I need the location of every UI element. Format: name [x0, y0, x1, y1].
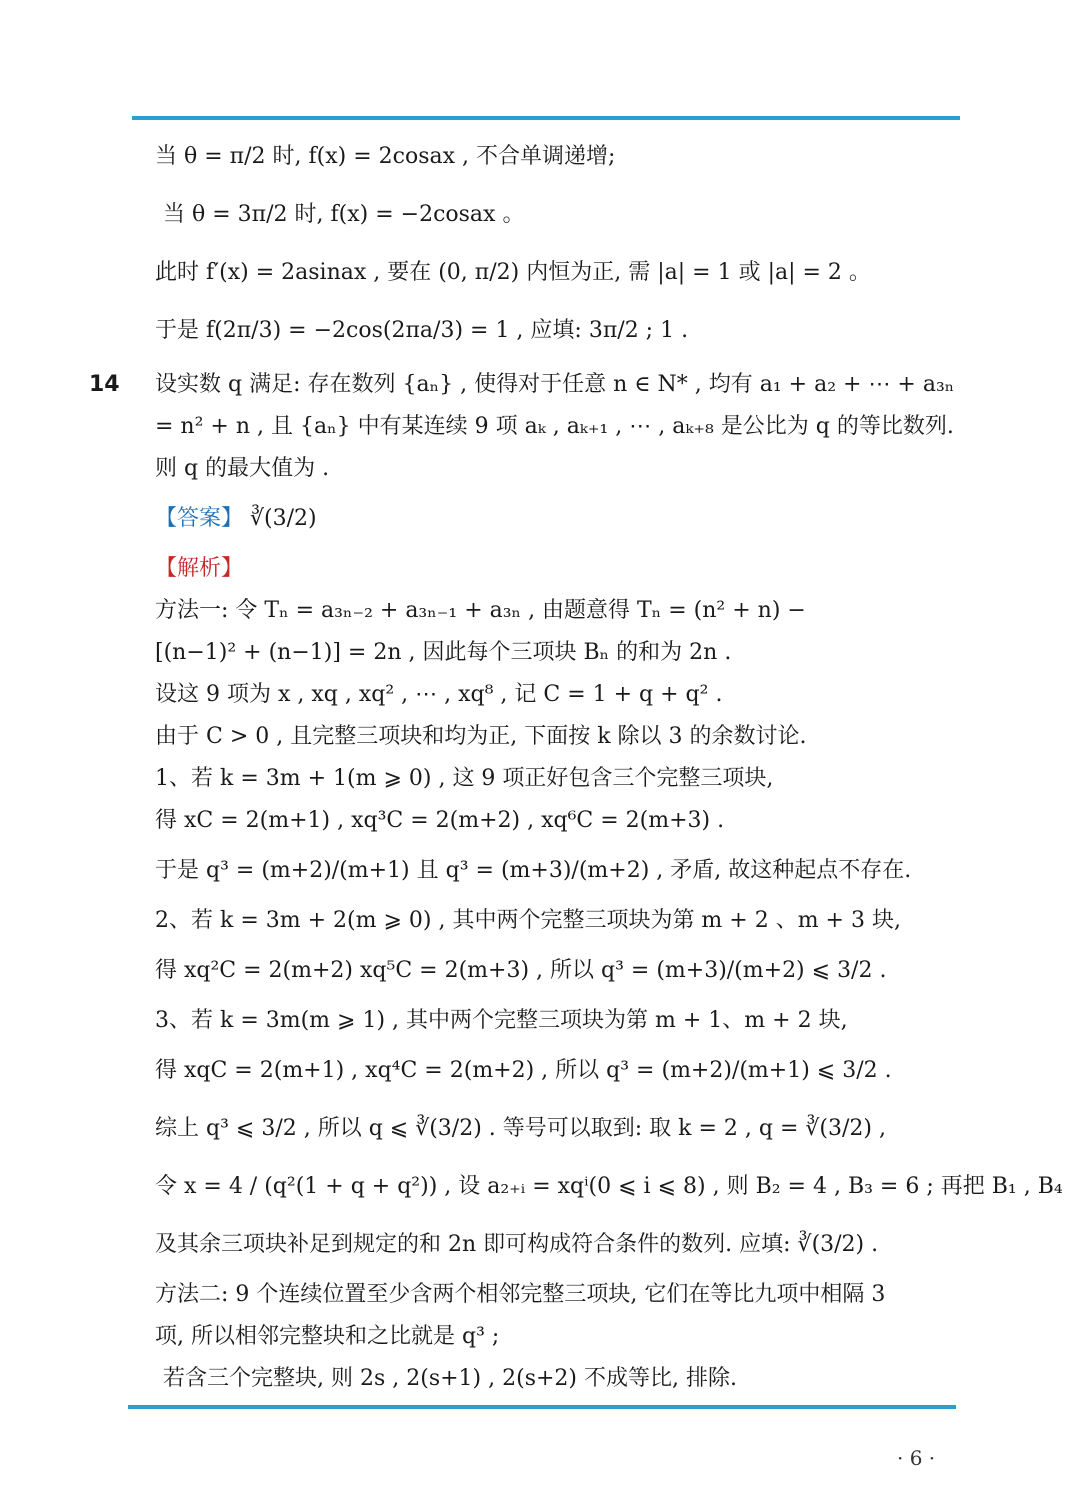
analysis-line: 由于 C > 0 , 且完整三项块和均为正, 下面按 k 除以 3 的余数讨论.	[155, 724, 807, 749]
analysis-tag: 【解析】	[155, 556, 244, 581]
text-line: 当 θ = 3π/2 时, f(x) = −2cosax 。	[163, 202, 525, 227]
analysis-line: 1、若 k = 3m + 1(m ⩾ 0) , 这 9 项正好包含三个完整三项块,	[155, 766, 774, 791]
analysis-line: 方法二: 9 个连续位置至少含两个相邻完整三项块, 它们在等比九项中相隔 3	[155, 1282, 886, 1307]
analysis-line: 方法一: 令 Tₙ = a₃ₙ₋₂ + a₃ₙ₋₁ + a₃ₙ , 由题意得 Tₙ = (n² + n) −	[155, 598, 806, 623]
question-line	[89, 364, 975, 406]
text-line: 当 θ = π/2 时, f(x) = 2cosax , 不合单调递增;	[155, 144, 616, 169]
analysis-line: 及其余三项块补足到规定的和 2n 即可构成符合条件的数列. 应填: ∛(3/2) .	[155, 1232, 879, 1257]
analysis-line: 2、若 k = 3m + 2(m ⩾ 0) , 其中两个完整三项块为第 m + 2 、m + 3 块,	[155, 908, 901, 933]
analysis-line: 得 xC = 2(m+1) , xq³C = 2(m+2) , xq⁶C = 2(m+3) .	[155, 808, 725, 833]
analysis-tag-line	[155, 548, 975, 590]
question-line: 则 q 的最大值为 .	[155, 456, 330, 481]
answer-line	[155, 490, 975, 548]
page-number: · 6 ·	[897, 1446, 936, 1470]
question-line: = n² + n , 且 {aₙ} 中有某连续 9 项 aₖ , aₖ₊₁ , ⋯ , aₖ₊₈ 是公比为 q 的等比数列.	[155, 414, 954, 439]
question-text: 设实数 q 满足: 存在数列 {aₙ} , 使得对于任意 n ∈ N* , 均有 a₁ + a₂ + ⋯ + a₃ₙ	[155, 372, 955, 397]
analysis-line: 设这 9 项为 x , xq , xq² , ⋯ , xq⁸ , 记 C = 1 + q + q² .	[155, 682, 723, 707]
analysis-line: [(n−1)² + (n−1)] = 2n , 因此每个三项块 Bₙ 的和为 2n .	[155, 640, 732, 665]
analysis-line: 得 xqC = 2(m+1) , xq⁴C = 2(m+2) , 所以 q³ = (m+2)/(m+1) ⩽ 3/2 .	[155, 1058, 892, 1083]
text-line: 此时 f′(x) = 2asinax , 要在 (0, π/2) 内恒为正, 需 |a| = 1 或 |a| = 2 。	[155, 260, 871, 285]
analysis-line: 得 xq²C = 2(m+2) xq⁵C = 2(m+3) , 所以 q³ = (m+3)/(m+2) ⩽ 3/2 .	[155, 958, 887, 983]
analysis-line: 令 x = 4 / (q²(1 + q + q²)) , 设 a₂₊ᵢ = xqⁱ(0 ⩽ i ⩽ 8) , 则 B₂ = 4 , B₃ = 6 ; 再把 B₁ , B₄	[155, 1174, 1063, 1199]
page-content	[89, 128, 1063, 1400]
analysis-line: 项, 所以相邻完整块和之比就是 q³ ;	[155, 1324, 500, 1349]
question-number: 14	[89, 372, 120, 397]
analysis-line: 3、若 k = 3m(m ⩾ 1) , 其中两个完整三项块为第 m + 1、m + 2 块,	[155, 1008, 848, 1033]
answer-value: ∛(3/2)	[250, 506, 317, 531]
top-rule	[132, 116, 960, 120]
analysis-line: 综上 q³ ⩽ 3/2 , 所以 q ⩽ ∛(3/2) . 等号可以取到: 取 k = 2 , q = ∛(3/2) ,	[155, 1116, 886, 1141]
answer-tag: 【答案】	[155, 506, 244, 531]
text-line: 于是 f(2π/3) = −2cos(2πa/3) = 1 , 应填: 3π/2 ; 1 .	[155, 318, 689, 343]
analysis-line: 于是 q³ = (m+2)/(m+1) 且 q³ = (m+3)/(m+2) , 矛盾, 故这种起点不存在.	[155, 858, 912, 883]
bottom-rule	[128, 1405, 956, 1409]
analysis-line: 若含三个完整块, 则 2s , 2(s+1) , 2(s+2) 不成等比, 排除.	[163, 1366, 737, 1391]
